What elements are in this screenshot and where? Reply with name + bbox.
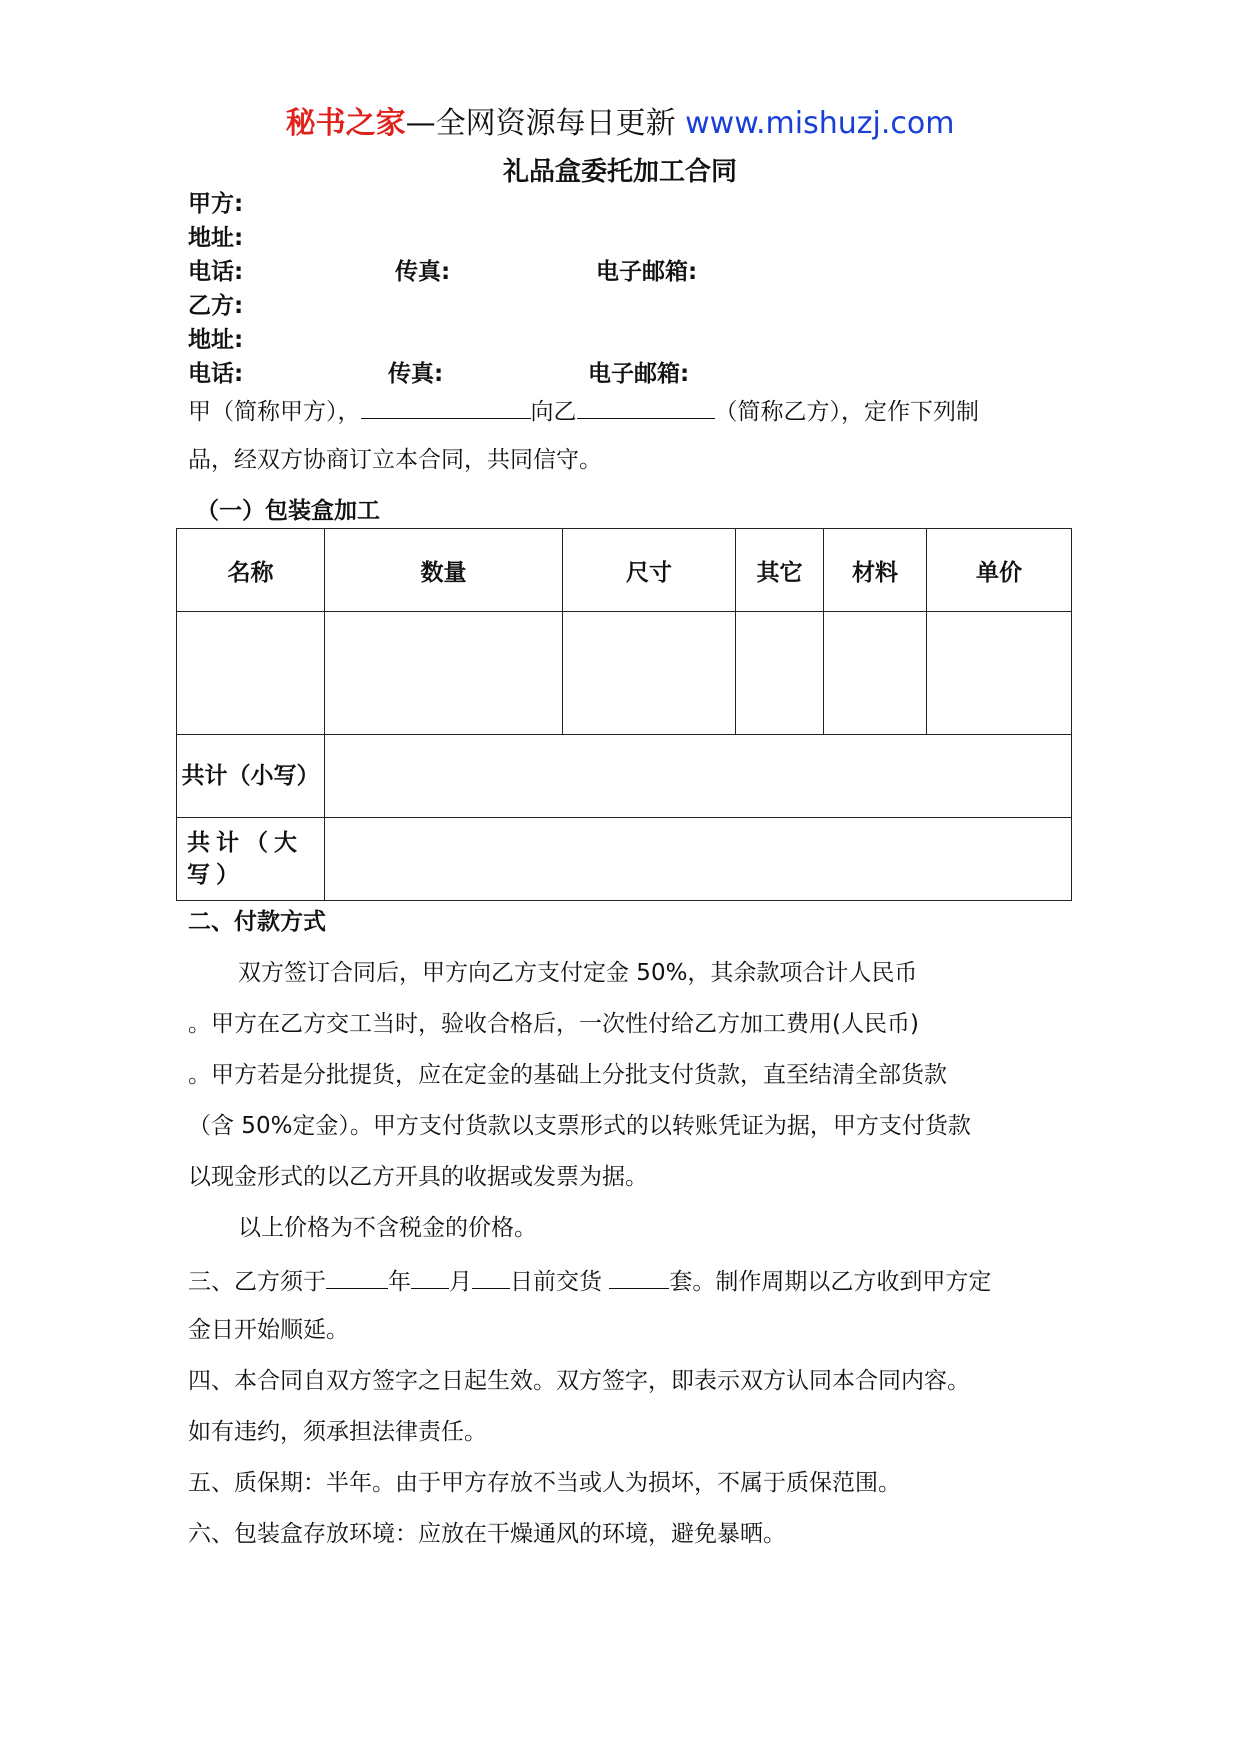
column-header-quantity: 数量 <box>325 529 563 612</box>
party-a-name-blank[interactable] <box>361 392 531 419</box>
column-header-size: 尺寸 <box>563 529 736 612</box>
cell-quantity[interactable] <box>325 612 563 735</box>
intro-text-c: （简称乙方），定作下列制 <box>714 399 979 425</box>
cell-name[interactable] <box>177 612 325 735</box>
payment-line-1: 双方签订合同后，甲方向乙方支付定金 50%，其余款项合计人民币 <box>238 960 918 986</box>
total-small-row <box>177 735 1072 818</box>
cell-unit-price[interactable] <box>927 612 1072 735</box>
party-b-phone-label: 电话: <box>188 361 244 387</box>
party-a-address-label: 地址: <box>188 225 244 251</box>
intro-line-1 <box>188 392 979 429</box>
delivery-year-blank[interactable] <box>326 1262 388 1289</box>
payment-line-5: 以现金形式的以乙方开具的收据或发票为据。 <box>188 1164 648 1190</box>
section-5-line: 五、质保期：半年。由于甲方存放不当或人为损坏，不属于质保范围。 <box>188 1470 901 1496</box>
party-a-phone-label: 电话: <box>188 259 244 285</box>
party-a-label: 甲方: <box>188 191 244 217</box>
party-b-fax-label: 传真: <box>388 361 444 387</box>
party-a-email-label: 电子邮箱: <box>596 259 698 285</box>
brand-name: 秘书之家 <box>285 106 406 141</box>
column-header-unit-price: 单价 <box>927 529 1072 612</box>
delivery-month-label: 月 <box>449 1269 472 1295</box>
intro-line-2: 品，经双方协商订立本合同，共同信守。 <box>188 447 602 473</box>
party-b-label: 乙方: <box>188 293 244 319</box>
document-title: 礼品盒委托加工合同 <box>502 157 737 187</box>
cell-material[interactable] <box>824 612 927 735</box>
section-4-line-1: 四、本合同自双方签字之日起生效。双方签字，即表示双方认同本合同内容。 <box>188 1368 970 1394</box>
party-a-fax-label: 传真: <box>395 259 451 285</box>
delivery-text-set: 套。制作周期以乙方收到甲方定 <box>669 1269 992 1295</box>
delivery-day-label: 日前交货 <box>510 1269 602 1295</box>
cell-other[interactable] <box>736 612 824 735</box>
column-header-material: 材料 <box>824 529 927 612</box>
party-b-name-blank[interactable] <box>577 392 715 419</box>
delivery-month-blank[interactable] <box>411 1262 449 1289</box>
packaging-items-table <box>176 528 1072 901</box>
delivery-quantity-blank[interactable] <box>609 1262 669 1289</box>
total-big-label: 共计（大写） <box>177 818 325 901</box>
price-note: 以上价格为不含税金的价格。 <box>238 1215 537 1241</box>
total-big-row <box>177 818 1072 901</box>
tagline: —全网资源每日更新 <box>405 106 676 141</box>
intro-text-a: 甲（简称甲方）， <box>188 399 361 425</box>
party-b-email-label: 电子邮箱: <box>588 361 690 387</box>
cell-size[interactable] <box>563 612 736 735</box>
total-small-value[interactable] <box>325 735 1072 818</box>
total-big-value[interactable] <box>325 818 1072 901</box>
site-header <box>0 102 1240 146</box>
column-header-other: 其它 <box>736 529 824 612</box>
payment-line-2: 。甲方在乙方交工当时，验收合格后，一次性付给乙方加工费用(人民币) <box>188 1011 919 1037</box>
column-header-name: 名称 <box>177 529 325 612</box>
section-2-heading: 二、付款方式 <box>188 909 326 935</box>
table-header-row <box>177 529 1072 612</box>
payment-line-3: 。甲方若是分批提货，应在定金的基础上分批支付货款，直至结清全部货款 <box>188 1062 947 1088</box>
section-3-line-1 <box>188 1262 991 1299</box>
party-b-address-label: 地址: <box>188 327 244 353</box>
table-row <box>177 612 1072 735</box>
total-small-label: 共计（小写） <box>177 735 325 818</box>
delivery-text-a: 三、乙方须于 <box>188 1269 326 1295</box>
delivery-day-blank[interactable] <box>472 1262 510 1289</box>
section-6-line: 六、包装盒存放环境：应放在干燥通风的环境，避免暴晒。 <box>188 1521 786 1547</box>
section-1-heading: （一）包装盒加工 <box>196 498 380 524</box>
payment-line-4: （含 50%定金）。甲方支付货款以支票形式的以转账凭证为据，甲方支付货款 <box>188 1113 971 1139</box>
section-4-line-2: 如有违约，须承担法律责任。 <box>188 1419 487 1445</box>
site-url-link[interactable]: www.mishuzj.com <box>685 106 955 141</box>
section-3-line-2: 金日开始顺延。 <box>188 1317 349 1343</box>
delivery-year-label: 年 <box>388 1269 411 1295</box>
intro-text-b: 向乙 <box>530 399 577 425</box>
